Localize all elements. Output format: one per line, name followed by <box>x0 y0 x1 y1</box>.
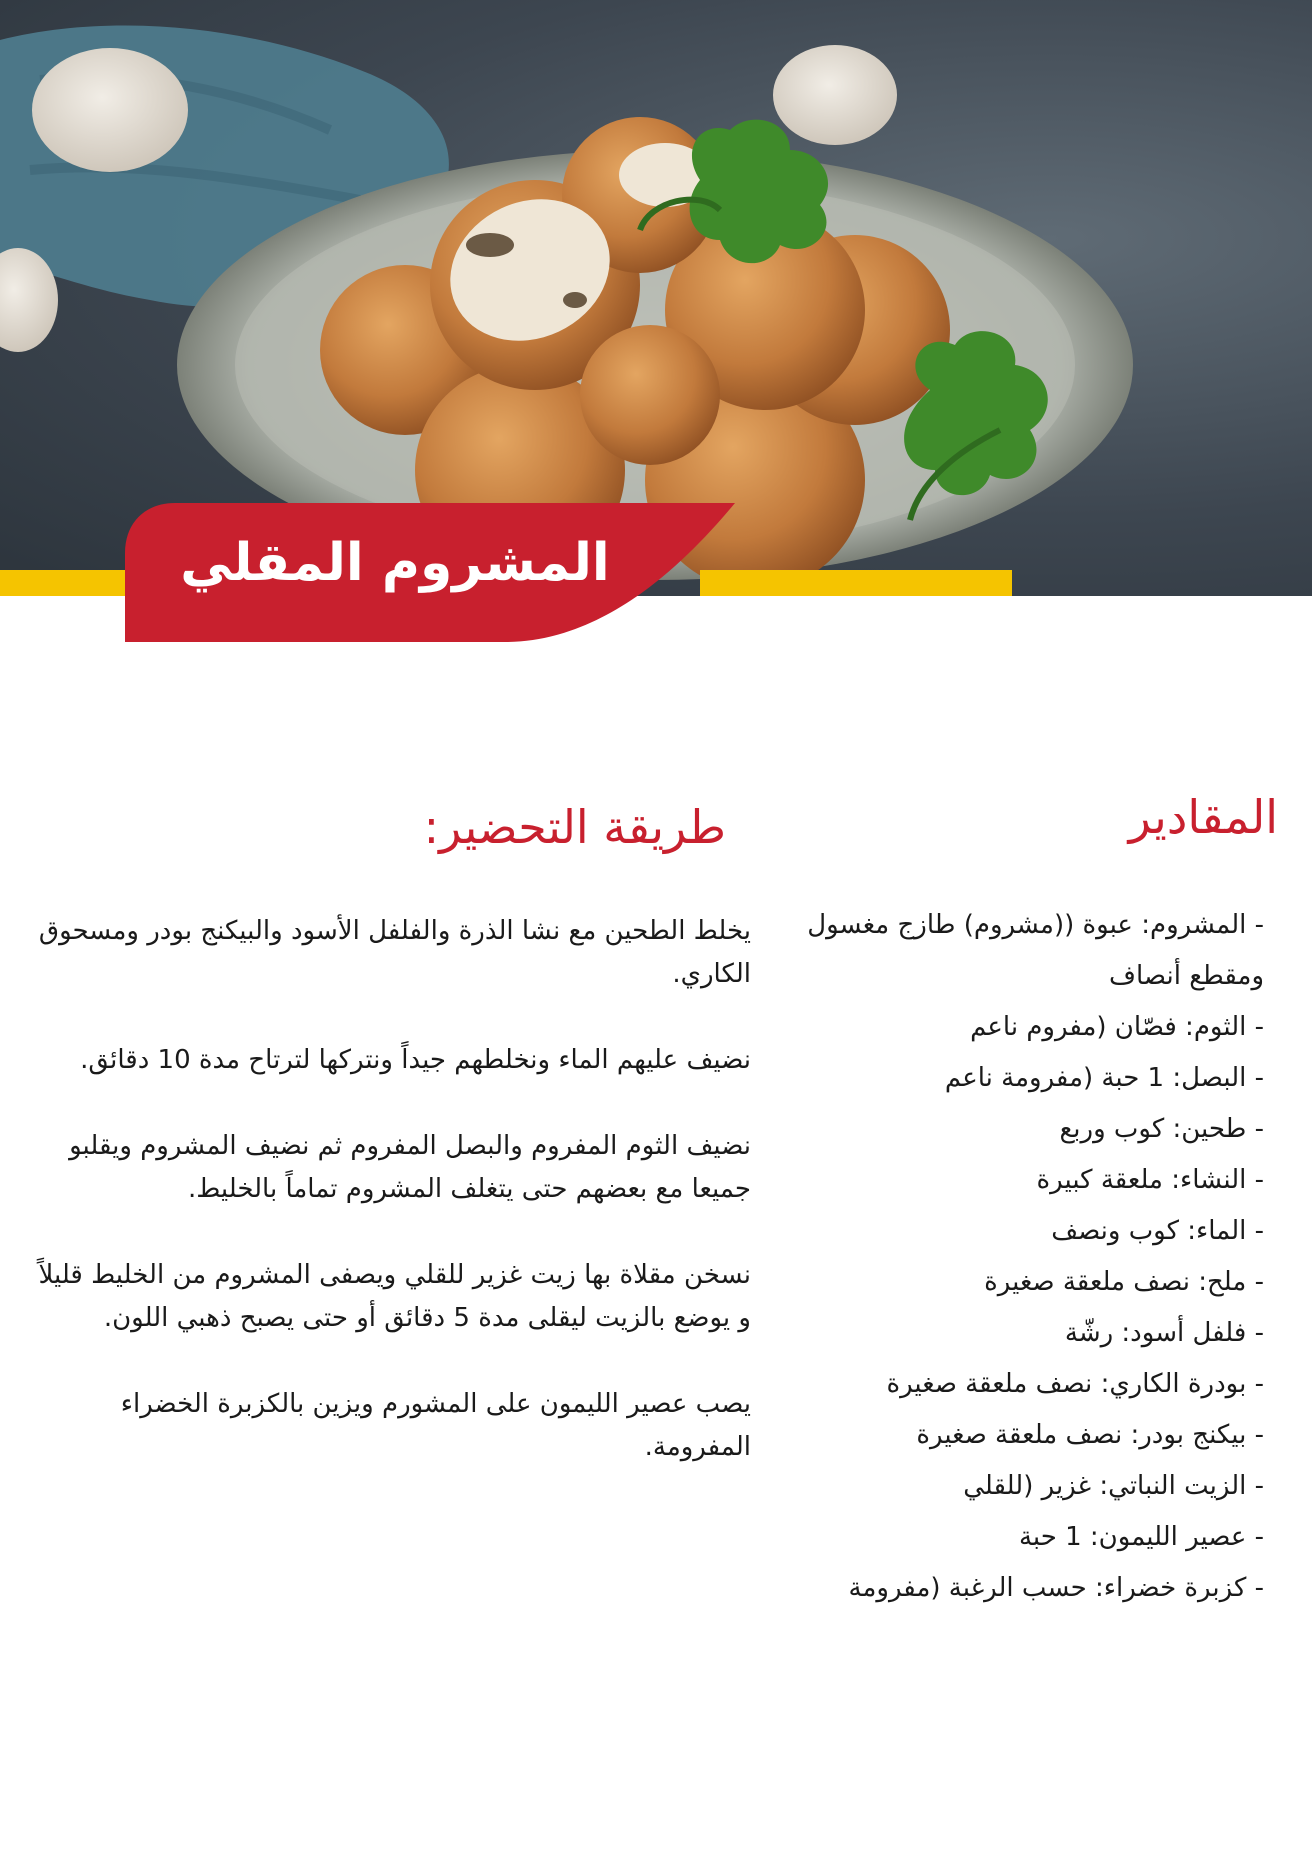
ingredient-item: - النشاء: ملعقة كبيرة <box>1036 1165 1264 1195</box>
yellow-accent-band-right <box>700 570 1012 596</box>
preparation-step: يخلط الطحين مع نشا الذرة والفلفل الأسود والبيكنج بودر ومسحوق الكاري. <box>38 916 751 989</box>
ingredient-item: - البصل: 1 حبة (مفرومة ناعم <box>944 1063 1264 1093</box>
preparation-step: نضيف عليهم الماء ونخلطهم جيداً ونتركها لترتاح مدة 10 دقائق. <box>80 1045 751 1075</box>
ingredient-item: - بيكنج بودر: نصف ملعقة صغيرة <box>916 1420 1264 1450</box>
recipe-title: المشروم المقلي <box>180 533 610 593</box>
ingredient-item: - طحين: كوب وربع <box>1059 1114 1264 1144</box>
preparation-step: نضيف الثوم المفروم والبصل المفروم ثم نضيف المشروم ويقلبو جميعا مع بعضهم حتى يتغلف المشروم تماماً بالخليط. <box>69 1131 751 1204</box>
ingredient-item: - المشروم: عبوة ((مشروم) طازج مغسول ومقطع أنصاف <box>807 910 1264 991</box>
ingredient-item: - عصير الليمون: 1 حبة <box>1018 1522 1264 1552</box>
ingredient-item: - بودرة الكاري: نصف ملعقة صغيرة <box>886 1369 1264 1399</box>
preparation-step: يصب عصير الليمون على المشورم ويزين بالكزبرة الخضراء المفرومة. <box>120 1389 751 1462</box>
preparation-heading: طريقة التحضير: <box>423 800 726 854</box>
yellow-accent-band-left <box>0 570 140 596</box>
ingredient-item: - فلفل أسود: رشّة <box>1064 1318 1264 1348</box>
ingredients-heading: المقادير <box>1128 790 1278 844</box>
ingredient-item: - ملح: نصف ملعقة صغيرة <box>984 1267 1264 1297</box>
ingredients-list <box>804 900 1264 1614</box>
ingredient-item: - الماء: كوب ونصف <box>1051 1216 1264 1246</box>
ingredient-item: - كزبرة خضراء: حسب الرغبة (مفرومة <box>848 1573 1264 1603</box>
ingredient-item: - الثوم: فصّان (مفروم ناعم <box>970 1012 1264 1042</box>
preparation-step: نسخن مقلاة بها زيت غزير للقلي ويصفى المشروم من الخليط قليلاً و يوضع بالزيت ليقلى مدة 5 دقائق أو حتى يصبح ذهبي اللون. <box>38 1260 751 1333</box>
preparation-steps <box>36 910 751 1512</box>
ingredient-item: - الزيت النباتي: غزير (للقلي <box>963 1471 1264 1501</box>
